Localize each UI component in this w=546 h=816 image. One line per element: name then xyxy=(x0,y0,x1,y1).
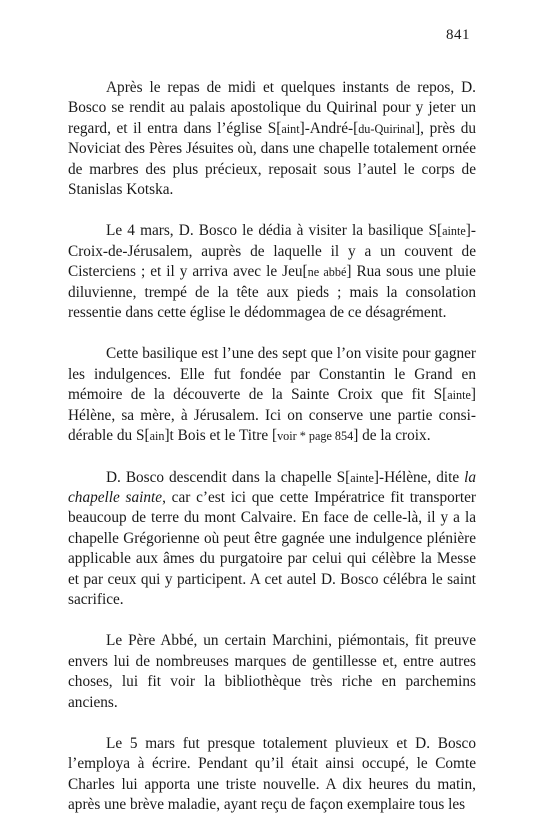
cross-reference: voir * page 854 xyxy=(277,429,354,444)
text-span: ] Rua sous une pluie diluvienne, trempé de la tête aux pieds ; mais la consolation ressentie dans cette église le dédommagea de ce désagrément. xyxy=(68,263,476,322)
editorial-insert: aint xyxy=(281,121,300,136)
text-span: ] de la croix. xyxy=(353,427,431,445)
text-span: D. Bosco descendit dans la chapelle S[ xyxy=(106,468,351,486)
text-span: Le 5 mars fut presque totalement pluvieux et D. Bosco l’employa à écrire. Pendant qu’il était ainsi occupé, le Comte Charles lui apporta une triste nouvelle. A dix heures du matin, après une brève maladie, ayant reçu de façon exemplaire tous les xyxy=(68,734,476,814)
paragraph-3 xyxy=(68,344,476,446)
editorial-insert: du-Quirinal xyxy=(358,121,416,136)
editorial-insert: ainte xyxy=(350,470,374,485)
text-span: ]-Hélène, dite xyxy=(373,468,465,486)
text-span: ]-André-[ xyxy=(299,119,359,137)
text-span: Après le repas de midi et quelques instants de repos, D. Bosco se rendit au palais apostolique du Quirinal pour y jeter un regard, et il entra dans l’église S[ xyxy=(68,79,476,137)
text-span: ], près du Noviciat des Pères Jésuites où, dans une chapelle totalement ornée de marbres des plus précieux, reposait sous l’autel le corps de Stanislas Kotska. xyxy=(68,119,476,199)
text-span: Le Père Abbé, un certain Marchini, piémontais, fit preuve envers lui de nombreuses marques de gentillesse et, entre autres choses, lui fit voir la bibliothèque très riche en parchemins anciens. xyxy=(68,632,476,711)
paragraph-1 xyxy=(68,78,476,200)
editorial-insert: ainte xyxy=(447,388,471,403)
text-span: Cette basilique est l’une des sept que l’on visite pour gagner les indulgences. Elle fut fondée par Constantin le Grand en mémoire de la découverte de la Sainte Croix que fit S[ xyxy=(68,345,476,404)
editorial-insert: ainte xyxy=(442,224,466,239)
body-text xyxy=(68,78,476,816)
paragraph-4 xyxy=(68,468,476,611)
paragraph-5 xyxy=(68,631,476,713)
text-span: , car c’est ici que cette Impératrice fit transporter beaucoup de terre du mont Calvaire. En face de celle-là, il y a la chapelle Grégorienne où peut être gagnée une indulgence plénière applicable aux âmes du purgatoire par celui qui célèbre la Messe et par ceux qui y participent. A cet autel D. Bosco célébra le saint sacrifice. xyxy=(68,488,476,608)
text-span: ]-Croix-de-Jérusalem, auprès de laquelle il y a un couvent de Cisterciens ; et il y arriva avec le Jeu[ xyxy=(68,222,476,281)
text-span: Le 4 mars, D. Bosco le dédia à visiter la basilique S[ xyxy=(106,222,443,240)
editorial-insert: ain xyxy=(149,429,165,444)
paragraph-2 xyxy=(68,221,476,323)
italic-phrase: la chapelle sainte xyxy=(68,468,476,506)
paragraph-6 xyxy=(68,734,476,816)
text-span: ] Hélène, sa mère, à Jérusalem. Ici on conserve une partie considérable du S[ xyxy=(68,386,476,445)
text-span: ]t Bois et le Titre [ xyxy=(164,427,278,445)
page-number: 841 xyxy=(446,27,470,43)
editorial-insert: ne abbé xyxy=(307,265,347,280)
